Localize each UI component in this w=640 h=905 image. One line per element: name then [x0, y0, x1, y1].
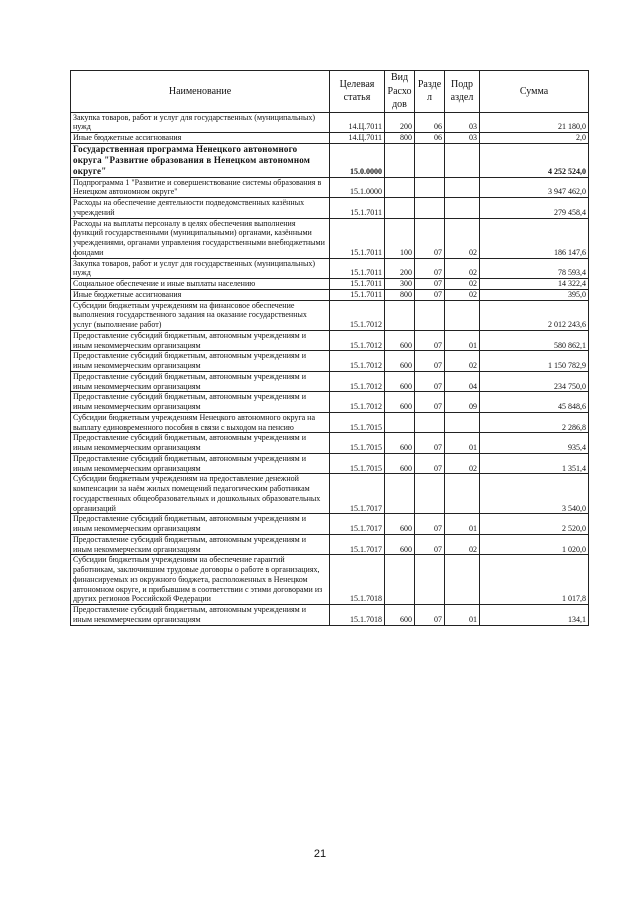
row-section-cell: [415, 412, 445, 433]
row-amount-cell: 1 020,0: [480, 534, 589, 555]
table-row: [71, 474, 589, 514]
row-name-cell: Закупка товаров, работ и услуг для государственных (муниципальных) нужд: [71, 258, 330, 279]
row-section-cell: [415, 177, 445, 198]
row-name-cell: Предоставление субсидий бюджетным, автономным учреждениям и иным некоммерческим организациям: [71, 453, 330, 474]
row-name-cell: Иные бюджетные ассигнования: [71, 289, 330, 300]
table-row: [71, 534, 589, 555]
row-target-cell: 15.1.7012: [330, 392, 385, 413]
row-subsection-cell: 03: [445, 133, 480, 144]
row-amount-cell: 2 520,0: [480, 514, 589, 535]
table-header-row: [71, 71, 589, 113]
row-name-cell: Предоставление субсидий бюджетным, автономным учреждениям и иным некоммерческим организациям: [71, 433, 330, 454]
row-section-cell: [415, 555, 445, 605]
row-expense-type-cell: [385, 412, 415, 433]
row-name-cell: Предоставление субсидий бюджетным, автономным учреждениям и иным некоммерческим организациям: [71, 514, 330, 535]
row-subsection-cell: 01: [445, 605, 480, 626]
table-row: [71, 514, 589, 535]
row-target-cell: 15.1.7011: [330, 198, 385, 219]
table-row: [71, 453, 589, 474]
row-amount-cell: 21 180,0: [480, 112, 589, 133]
row-subsection-cell: 02: [445, 258, 480, 279]
row-amount-cell: 78 593,4: [480, 258, 589, 279]
row-section-cell: 07: [415, 330, 445, 351]
row-section-cell: 07: [415, 433, 445, 454]
row-subsection-cell: [445, 300, 480, 330]
row-expense-type-cell: 800: [385, 289, 415, 300]
table-body: [71, 112, 589, 625]
row-amount-cell: 3 947 462,0: [480, 177, 589, 198]
row-expense-type-cell: 600: [385, 433, 415, 454]
row-section-cell: 07: [415, 514, 445, 535]
table-row: [71, 258, 589, 279]
row-name-cell: Предоставление субсидий бюджетным, автономным учреждениям и иным некоммерческим организациям: [71, 392, 330, 413]
row-name-cell: Предоставление субсидий бюджетным, автономным учреждениям и иным некоммерческим организациям: [71, 371, 330, 392]
row-section-cell: 07: [415, 534, 445, 555]
row-section-cell: 07: [415, 392, 445, 413]
row-expense-type-cell: [385, 198, 415, 219]
row-amount-cell: 2,0: [480, 133, 589, 144]
row-subsection-cell: 03: [445, 112, 480, 133]
row-subsection-cell: [445, 412, 480, 433]
row-expense-type-cell: 600: [385, 453, 415, 474]
row-subsection-cell: [445, 177, 480, 198]
row-expense-type-cell: 600: [385, 534, 415, 555]
row-amount-cell: 14 322,4: [480, 279, 589, 290]
row-amount-cell: 1 150 782,9: [480, 351, 589, 372]
row-amount-cell: 580 862,1: [480, 330, 589, 351]
row-amount-cell: 1 351,4: [480, 453, 589, 474]
row-section-cell: 07: [415, 605, 445, 626]
row-section-cell: 06: [415, 112, 445, 133]
row-expense-type-cell: 600: [385, 371, 415, 392]
row-subsection-cell: 02: [445, 534, 480, 555]
row-subsection-cell: 02: [445, 218, 480, 258]
table-row: [71, 289, 589, 300]
row-name-cell: Субсидии бюджетным учреждениям на финансовое обеспечение выполнения государственного задания на оказание государственных услуг (выполнение работ): [71, 300, 330, 330]
row-target-cell: 15.1.7015: [330, 412, 385, 433]
row-target-cell: 15.1.7018: [330, 555, 385, 605]
row-amount-cell: 186 147,6: [480, 218, 589, 258]
row-subsection-cell: 02: [445, 453, 480, 474]
row-section-cell: 07: [415, 351, 445, 372]
row-name-cell: Подпрограмма 1 "Развитие и совершенствование системы образования в Ненецком автономном округе": [71, 177, 330, 198]
row-subsection-cell: [445, 474, 480, 514]
table-row: [71, 300, 589, 330]
table-row: [71, 351, 589, 372]
row-target-cell: 15.1.7015: [330, 453, 385, 474]
row-subsection-cell: [445, 555, 480, 605]
row-name-cell: Расходы на обеспечение деятельности подведомственных казённых учреждений: [71, 198, 330, 219]
table-row: [71, 433, 589, 454]
row-amount-cell: 45 848,6: [480, 392, 589, 413]
page-number: 21: [313, 848, 327, 860]
row-subsection-cell: 09: [445, 392, 480, 413]
row-expense-type-cell: 600: [385, 514, 415, 535]
row-name-cell: Расходы на выплаты персоналу в целях обеспечения выполнения функций государственными (муниципальными) органами, казёнными учреждениями, органами управления государственными внебюджетными фондами: [71, 218, 330, 258]
row-expense-type-cell: [385, 474, 415, 514]
row-name-cell: Предоставление субсидий бюджетным, автономным учреждениям и иным некоммерческим организациям: [71, 330, 330, 351]
row-subsection-cell: 01: [445, 330, 480, 351]
row-expense-type-cell: 600: [385, 392, 415, 413]
row-amount-cell: 234 750,0: [480, 371, 589, 392]
row-name-cell: Субсидии бюджетным учреждениям Ненецкого автономного округа на выплату единовременного пособия в связи с выходом на пенсию: [71, 412, 330, 433]
table-row: [71, 605, 589, 626]
row-target-cell: 15.1.7012: [330, 330, 385, 351]
row-expense-type-cell: 200: [385, 258, 415, 279]
row-section-cell: 06: [415, 133, 445, 144]
row-amount-cell: 395,0: [480, 289, 589, 300]
row-name-cell: Закупка товаров, работ и услуг для государственных (муниципальных) нужд: [71, 112, 330, 133]
row-target-cell: 15.1.7018: [330, 605, 385, 626]
row-subsection-cell: [445, 143, 480, 177]
row-name-cell: Социальное обеспечение и иные выплаты населению: [71, 279, 330, 290]
row-expense-type-cell: 100: [385, 218, 415, 258]
header-subsection: Подр аздел: [445, 71, 480, 113]
row-expense-type-cell: 600: [385, 351, 415, 372]
header-target-article: Целевая статья: [330, 71, 385, 113]
row-name-cell: Предоставление субсидий бюджетным, автономным учреждениям и иным некоммерческим организациям: [71, 605, 330, 626]
row-target-cell: 15.1.7017: [330, 474, 385, 514]
row-subsection-cell: 01: [445, 433, 480, 454]
row-target-cell: 15.1.7012: [330, 351, 385, 372]
header-expense-type: Вид Расхо дов: [385, 71, 415, 113]
row-expense-type-cell: [385, 177, 415, 198]
row-expense-type-cell: 600: [385, 605, 415, 626]
table-row: [71, 177, 589, 198]
row-expense-type-cell: [385, 300, 415, 330]
table-row: [71, 218, 589, 258]
row-subsection-cell: [445, 198, 480, 219]
header-section: Разде л: [415, 71, 445, 113]
row-section-cell: 07: [415, 258, 445, 279]
row-target-cell: 15.1.7012: [330, 300, 385, 330]
table-row: [71, 412, 589, 433]
row-target-cell: 15.1.7011: [330, 218, 385, 258]
table-row: [71, 133, 589, 144]
row-expense-type-cell: [385, 555, 415, 605]
row-amount-cell: 935,4: [480, 433, 589, 454]
row-section-cell: 07: [415, 289, 445, 300]
table-row: [71, 143, 589, 177]
row-target-cell: 15.1.7017: [330, 514, 385, 535]
row-section-cell: 07: [415, 371, 445, 392]
row-amount-cell: 2 012 243,6: [480, 300, 589, 330]
row-expense-type-cell: 800: [385, 133, 415, 144]
row-target-cell: 15.1.7011: [330, 279, 385, 290]
row-section-cell: 07: [415, 218, 445, 258]
row-amount-cell: 279 458,4: [480, 198, 589, 219]
row-expense-type-cell: [385, 143, 415, 177]
row-name-cell: Субсидии бюджетным учреждениям на обеспечение гарантий работникам, заключившим трудовые договоры о работе в организациях, финансируемых из окружного бюджета, расположенных в Ненецком автономном округе, и прибывшим в соответствии с этими договорами из других регионов Российской Федерации: [71, 555, 330, 605]
row-target-cell: 15.1.7011: [330, 289, 385, 300]
row-section-cell: [415, 300, 445, 330]
row-section-cell: [415, 198, 445, 219]
row-subsection-cell: 01: [445, 514, 480, 535]
row-subsection-cell: 04: [445, 371, 480, 392]
table-row: [71, 371, 589, 392]
row-target-cell: 15.1.7017: [330, 534, 385, 555]
row-expense-type-cell: 200: [385, 112, 415, 133]
row-target-cell: 15.1.7012: [330, 371, 385, 392]
table-row: [71, 198, 589, 219]
row-target-cell: 15.1.0000: [330, 177, 385, 198]
table-row: [71, 392, 589, 413]
row-amount-cell: 2 286,8: [480, 412, 589, 433]
row-name-cell: Государственная программа Ненецкого автономного округа "Развитие образования в Ненецком автономном округе": [71, 143, 330, 177]
row-section-cell: 07: [415, 453, 445, 474]
row-subsection-cell: 02: [445, 289, 480, 300]
row-name-cell: Предоставление субсидий бюджетным, автономным учреждениям и иным некоммерческим организациям: [71, 351, 330, 372]
row-section-cell: [415, 474, 445, 514]
table-row: [71, 330, 589, 351]
row-amount-cell: 134,1: [480, 605, 589, 626]
table-row: [71, 112, 589, 133]
row-expense-type-cell: 600: [385, 330, 415, 351]
row-target-cell: 14.Ц.7011: [330, 133, 385, 144]
table-row: [71, 555, 589, 605]
header-name: Наименование: [71, 71, 330, 113]
row-target-cell: 15.1.7011: [330, 258, 385, 279]
row-expense-type-cell: 300: [385, 279, 415, 290]
row-name-cell: Субсидии бюджетным учреждениям на предоставление денежной компенсации за наём жилых помещений педагогическим работникам государственных общеобразовательных и дошкольных образовательных организаций: [71, 474, 330, 514]
budget-table: [70, 70, 589, 626]
row-amount-cell: 1 017,8: [480, 555, 589, 605]
row-amount-cell: 3 540,0: [480, 474, 589, 514]
header-amount: Сумма: [480, 71, 589, 113]
table-row: [71, 279, 589, 290]
row-subsection-cell: 02: [445, 351, 480, 372]
row-name-cell: Иные бюджетные ассигнования: [71, 133, 330, 144]
row-amount-cell: 4 252 524,0: [480, 143, 589, 177]
row-section-cell: 07: [415, 279, 445, 290]
row-target-cell: 15.1.7015: [330, 433, 385, 454]
row-name-cell: Предоставление субсидий бюджетным, автономным учреждениям и иным некоммерческим организациям: [71, 534, 330, 555]
row-subsection-cell: 02: [445, 279, 480, 290]
row-section-cell: [415, 143, 445, 177]
row-target-cell: 14.Ц.7011: [330, 112, 385, 133]
row-target-cell: 15.0.0000: [330, 143, 385, 177]
